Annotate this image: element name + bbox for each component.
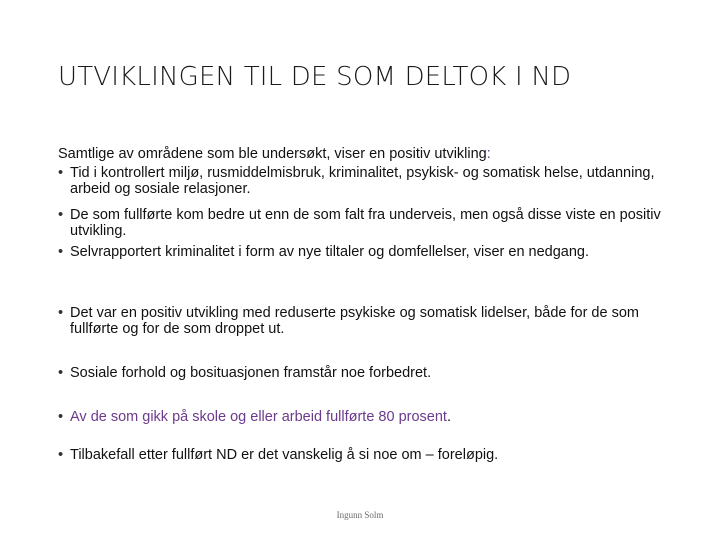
bullet-dot-icon: • <box>58 165 64 181</box>
slide-title: UTVIKLINGEN TIL DE SOM DELTOK I ND <box>58 62 572 92</box>
bullet-item <box>58 165 678 197</box>
bullet-item <box>58 447 678 463</box>
bullet-item <box>58 365 678 381</box>
bullet-text: Tid i kontrollert miljø, rusmiddelmisbruk, kriminalitet, psykisk- og somatisk helse, utdanning, arbeid og sosiale relasjoner. <box>70 165 655 197</box>
footer-author: Ingunn Solm <box>336 510 384 520</box>
bullet-dot-icon: • <box>58 409 64 425</box>
bullet-dot-icon: • <box>58 207 64 223</box>
bullet-text: Det var en positiv utvikling med reduserte psykiske og somatisk lidelser, både for de som fullførte og for de som droppet ut. <box>70 305 639 337</box>
bullet-text: De som fullførte kom bedre ut enn de som falt fra underveis, men også disse viste en positiv utvikling. <box>70 207 661 239</box>
bullet-dot-icon: • <box>58 365 64 381</box>
bullet-text: Selvrapportert kriminalitet i form av nye tiltaler og domfellelser, viser en nedgang. <box>70 244 590 260</box>
bullet-text: Tilbakefall etter fullført ND er det vanskelig å si noe om – foreløpig. <box>70 447 499 463</box>
intro-accent: : <box>486 146 491 162</box>
bullet-item-highlight <box>58 409 678 425</box>
bullet-highlight-suffix: . <box>446 409 451 425</box>
bullet-dot-icon: • <box>58 244 64 260</box>
intro-text: Samtlige av områdene som ble undersøkt, viser en positiv utvikling <box>58 146 487 162</box>
bullet-text-highlight <box>58 409 678 425</box>
intro-line <box>58 146 491 162</box>
bullet-dot-icon: • <box>58 305 64 321</box>
bullet-highlight-text: Av de som gikk på skole og eller arbeid fullførte 80 prosent <box>70 409 447 425</box>
bullet-item <box>58 207 678 239</box>
bullet-dot-icon: • <box>58 447 64 463</box>
bullet-item <box>58 244 678 260</box>
bullet-item <box>58 305 678 337</box>
bullet-text: Sosiale forhold og bosituasjonen framstår noe forbedret. <box>70 365 432 381</box>
